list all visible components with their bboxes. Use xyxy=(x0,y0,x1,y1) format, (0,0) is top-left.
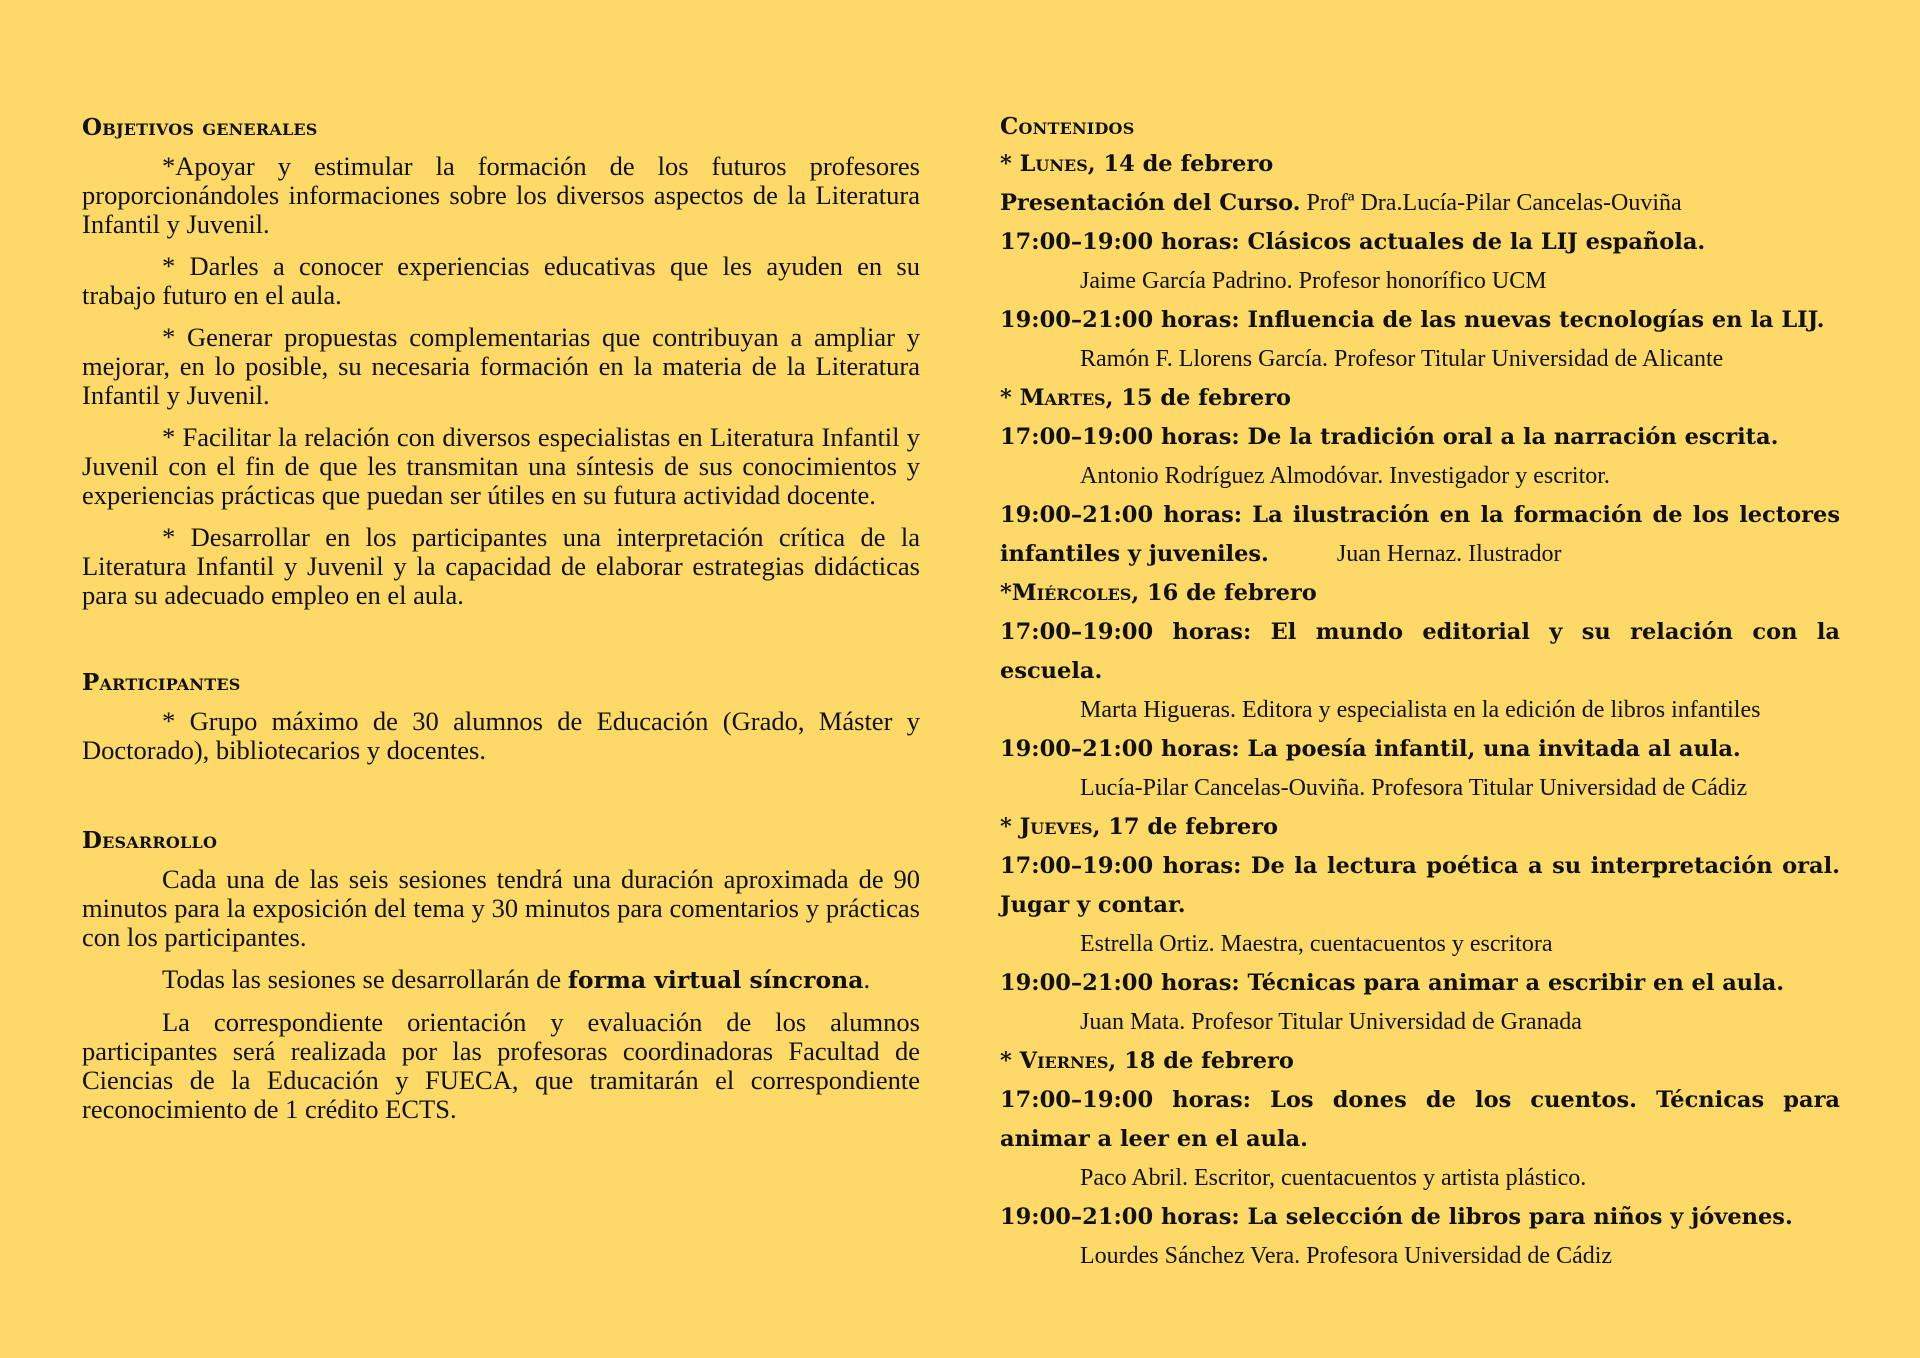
day-martes xyxy=(1000,379,1840,418)
talk-speaker: Jaime García Padrino. Profesor honorífico UCM xyxy=(1080,268,1547,294)
talk-title: 17:00–19:00 horas: De la tradición oral a la narración escrita. xyxy=(1000,424,1779,450)
talk-title: 19:00–21:00 horas: La ilustración en la formación de los lectores infantiles y juveniles. xyxy=(1000,502,1840,567)
day-prefix: * xyxy=(1000,1048,1020,1074)
left-column xyxy=(82,113,920,1137)
contenidos-heading: Contenidos xyxy=(1000,113,1135,140)
day-date: , 17 de febrero xyxy=(1092,814,1279,840)
talk-title: 17:00–19:00 horas: Los dones de los cuentos. Técnicas para animar a leer en el aula. xyxy=(1000,1087,1840,1152)
desarrollo-paragraph: Cada una de las seis sesiones tendrá una duración aproximada de 90 minutos para la exposición del tema y 30 minutos para comentarios y prácticas con los participantes. xyxy=(82,864,920,952)
objetivo-paragraph: * Facilitar la relación con diversos especialistas en Literatura Infantil y Juvenil con el fin de que les transmitan una síntesis de sus conocimientos y experiencias prácticas que puedan ser útiles en su futura actividad docente. xyxy=(82,422,920,510)
objetivo-paragraph: *Apoyar y estimular la formación de los futuros profesores proporcionándoles informaciones sobre los diversos aspectos de la Literatura Infantil y Juvenil. xyxy=(82,151,920,239)
talk-title: 17:00–19:00 horas: Clásicos actuales de la LIJ española. xyxy=(1000,229,1706,255)
talk-speaker: Antonio Rodríguez Almodóvar. Investigador y escritor. xyxy=(1080,463,1610,489)
talk-speaker: Ramón F. Llorens García. Profesor Titular Universidad de Alicante xyxy=(1080,346,1724,372)
day-prefix: * xyxy=(1000,151,1020,177)
participantes-heading: Participantes xyxy=(82,669,241,696)
talk-title-with-speaker xyxy=(1000,496,1840,574)
talk-speaker: Paco Abril. Escritor, cuentacuentos y artista plástico. xyxy=(1080,1165,1587,1191)
day-jueves xyxy=(1000,808,1840,847)
objetivo-paragraph: * Desarrollar en los participantes una interpretación crítica de la Literatura Infantil y Juvenil y la capacidad de elaborar estrategias didácticas para su adecuado empleo en el aula. xyxy=(82,522,920,610)
day-date: , 16 de febrero xyxy=(1131,580,1317,606)
day-date: , 18 de febrero xyxy=(1108,1048,1294,1074)
desarrollo-heading: Desarrollo xyxy=(82,827,218,854)
talk-title: 17:00–19:00 horas: El mundo editorial y su relación con la escuela. xyxy=(1000,619,1840,684)
section-spacer xyxy=(82,623,920,668)
talk-title: 19:00–21:00 horas: Influencia de las nuevas tecnologías en la LIJ. xyxy=(1000,307,1825,333)
presentation-speaker: Profª Dra.Lucía-Pilar Cancelas-Ouviña xyxy=(1300,190,1682,216)
talk-speaker: Lucía-Pilar Cancelas-Ouviña. Profesora Titular Universidad de Cádiz xyxy=(1080,775,1748,801)
talk-speaker: Estrella Ortiz. Maestra, cuentacuentos y escritora xyxy=(1080,931,1553,957)
objetivos-heading: Objetivos generales xyxy=(82,114,318,141)
talk-title: 19:00–21:00 horas: La poesía infantil, una invitada al aula. xyxy=(1000,736,1741,762)
section-spacer xyxy=(82,778,920,826)
day-name: Martes xyxy=(1019,385,1106,411)
day-name: Jueves xyxy=(1019,814,1093,840)
right-column xyxy=(1000,108,1840,1276)
day-name: Viernes xyxy=(1019,1048,1109,1074)
day-prefix: * xyxy=(1000,385,1020,411)
objetivo-paragraph: * Generar propuestas complementarias que contribuyan a ampliar y mejorar, en lo posible, su necesaria formación en la materia de la Literatura Infantil y Juvenil. xyxy=(82,322,920,410)
day-prefix: * xyxy=(1000,814,1020,840)
objetivo-paragraph: * Darles a conocer experiencias educativas que les ayuden en su trabajo futuro en el aula. xyxy=(82,251,920,310)
day-date: , 15 de febrero xyxy=(1105,385,1292,411)
participantes-paragraph: * Grupo máximo de 30 alumnos de Educación (Grado, Máster y Doctorado), bibliotecarios y docentes. xyxy=(82,706,920,765)
day-lunes xyxy=(1000,145,1840,184)
day-name: Miércoles xyxy=(1011,580,1132,606)
desarrollo-paragraph: La correspondiente orientación y evaluación de los alumnos participantes será realizada por las profesoras coordinadoras Facultad de Ciencias de la Educación y FUECA, que tramitarán el correspondiente reconocimiento de 1 crédito ECTS. xyxy=(82,1007,920,1124)
day-date: , 14 de febrero xyxy=(1087,151,1274,177)
talk-title: 19:00–21:00 horas: Técnicas para animar a escribir en el aula. xyxy=(1000,970,1785,996)
desarrollo-paragraph-virtual xyxy=(82,965,920,995)
desarrollo-virtual-end: . xyxy=(863,964,871,994)
talk-speaker: Marta Higueras. Editora y especialista en la edición de libros infantiles xyxy=(1080,697,1761,723)
presentation-line xyxy=(1000,184,1840,223)
day-prefix: * xyxy=(1000,580,1012,606)
day-viernes xyxy=(1000,1042,1840,1081)
day-miercoles xyxy=(1000,574,1840,613)
desarrollo-virtual-text: Todas las sesiones se desarrollarán de xyxy=(162,964,568,994)
presentation-title: Presentación del Curso. xyxy=(1000,190,1301,216)
desarrollo-virtual-bold: forma virtual síncrona xyxy=(567,966,864,994)
talk-title: 19:00–21:00 horas: La selección de libros para niños y jóvenes. xyxy=(1000,1204,1793,1230)
day-name: Lunes xyxy=(1019,151,1088,177)
talk-speaker: Lourdes Sánchez Vera. Profesora Universidad de Cádiz xyxy=(1080,1243,1613,1269)
talk-speaker: Juan Mata. Profesor Titular Universidad de Granada xyxy=(1080,1009,1582,1035)
talk-title: 17:00–19:00 horas: De la lectura poética a su interpretación oral. Jugar y contar. xyxy=(1000,853,1840,918)
talk-speaker: Juan Hernaz. Ilustrador xyxy=(1336,541,1562,567)
